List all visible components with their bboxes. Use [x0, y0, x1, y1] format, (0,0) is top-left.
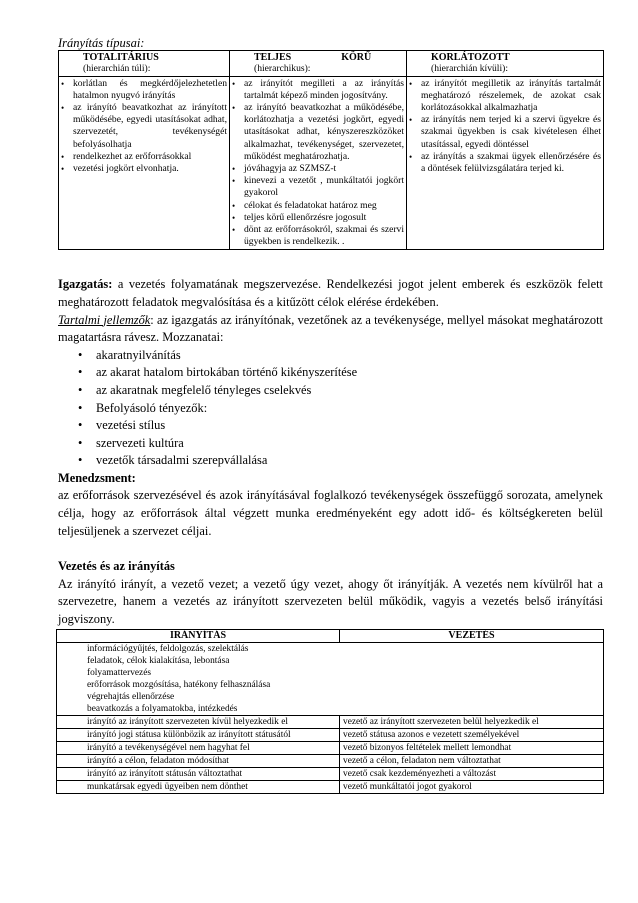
- list-item: • az irányítót megilleti a az irányítás tartalmát képező minden jogosítvány.: [232, 77, 404, 101]
- bullet-icon: •: [409, 78, 413, 89]
- igazgatas-definition: a vezetés folyamatának megszervezése. Rendelkezési jogot jelent emberek és eszközök felett meghatározott feladatok megvalósítása és a kitűzött célok elérése érdekében.: [58, 277, 603, 309]
- bullet-icon: •: [232, 224, 236, 235]
- bullet-icon: •: [78, 365, 83, 380]
- list-item: • az irányítót megilletik az irányítás tartalmát meghatározó részelemek, de azokat csak korlátozásokkal alkalmazhatja: [409, 77, 601, 113]
- igazgatas-paragraph: [58, 276, 603, 311]
- totalitarius-cell: [59, 76, 230, 250]
- section-heading: Irányítás típusai:: [58, 36, 145, 50]
- list-item: • vezetési jogkört elvonhatja.: [61, 162, 179, 174]
- list-item: • kinevezi a vezetőt , munkáltatói jogkört gyakorol: [232, 175, 404, 199]
- iranyitas-cell: irányító az irányított szervezeten kívül helyezkedik el: [57, 715, 340, 728]
- list-item: • szervezeti kultúra: [58, 435, 603, 453]
- vezetes-cell: vezető bizonyos feltételek mellett lemondhat: [340, 741, 604, 754]
- bullet-icon: •: [61, 102, 65, 113]
- tartalmi-label: Tartalmi jellemzők: [58, 312, 151, 327]
- list-item: • az akaratnak megfelelő tényleges cselekvés: [58, 382, 603, 400]
- igazgatas-term: Igazgatás:: [58, 277, 113, 292]
- bullet-icon: •: [78, 347, 83, 362]
- bullet-icon: •: [409, 115, 413, 126]
- bullet-icon: •: [232, 163, 236, 174]
- shared-line: végrehajtás ellenőrzése: [87, 691, 175, 702]
- shared-line: feladatok, célok kialakítása, lebontása: [87, 655, 230, 666]
- table-row: [57, 767, 604, 780]
- list-item: • az akarat hatalom birtokában történő kikényszerítése: [58, 364, 603, 382]
- table-row: [57, 754, 604, 767]
- bullet-icon: •: [232, 200, 236, 211]
- list-item: • akaratnyilvánítás: [58, 347, 603, 365]
- iranyitas-cell: munkatársak egyedi ügyeiben nem dönthet: [57, 780, 340, 793]
- bullet-icon: •: [61, 78, 65, 89]
- shared-line: beavatkozás a folyamatokba, intézkedés: [87, 703, 238, 714]
- bullet-icon: •: [78, 435, 83, 450]
- bullet-icon: •: [78, 400, 83, 415]
- list-item: • az irányítás nem terjed ki a szervi ügyekre és szakmai ügyekben is csak kivételesen élhet utasítással, egyedi döntéssel: [409, 114, 601, 150]
- comparison-table: [56, 629, 604, 794]
- list-item: • az irányítás a szakmai ügyek ellenőrzésére és a döntések felülvizsgálatára terjed ki.: [409, 150, 601, 174]
- list-item: • vezetők társadalmi szerepvállalása: [58, 452, 603, 470]
- list-item: • vezetési stílus: [58, 417, 603, 435]
- menedzsment-title: Menedzsment:: [58, 470, 136, 485]
- iranyitas-cell: irányító jogi státusa különbözik az irányított státusától: [57, 728, 340, 741]
- iranyitas-cell: irányító az irányított státusán változtathat: [57, 767, 340, 780]
- iranyitas-cell: irányító a célon, feladaton módosíthat: [57, 754, 340, 767]
- column-header-vezetes: VEZETÉS: [340, 629, 604, 642]
- bullet-icon: •: [232, 102, 236, 113]
- vezetes-cell: vezető csak kezdeményezheti a változást: [340, 767, 604, 780]
- control-types-table: [58, 50, 604, 250]
- shared-line: folyamattervezés: [87, 667, 152, 678]
- bullet-icon: •: [232, 212, 236, 223]
- bullet-icon: •: [409, 151, 413, 162]
- column-header-iranyitas: IRÁNYÍTÁS: [57, 629, 340, 642]
- vezetes-cell: vezető az irányított szervezeten belül helyezkedik el: [340, 715, 604, 728]
- table-row: [57, 715, 604, 728]
- list-item: • jóváhagyja az SZMSZ-t: [232, 162, 337, 174]
- tartalmi-paragraph: [58, 312, 603, 347]
- menedzsment-text: az erőforrások szervezésével és azok irányításával foglalkozó tevékenységek összefüggő sorozata, amelynek célja, hogy az erőforrások által végzett munka eredményeként egy adott idő- és költségkereten belül teljesüljenek a szervezet céljai.: [58, 488, 603, 538]
- bullet-icon: •: [78, 453, 83, 468]
- list-item: • dönt az erőforrásokról, szakmai és szervi ügyekben is rendelkezik. .: [232, 223, 404, 248]
- bullet-icon: •: [232, 78, 236, 89]
- table-row: [57, 741, 604, 754]
- document-page: [58, 36, 603, 794]
- table-row: [57, 780, 604, 793]
- column-header-teljes: TELJES KÖRŰ (hierarchikus):: [230, 51, 407, 77]
- list-item: • az irányító beavatkozhat a működésébe, korlátozhatja a vezetési jogkört, egyedi utasításokat adhat, kényszereszközöket alkalmazhat, tevékenységet, szervezetet, működést meghatározhatja.: [232, 101, 404, 162]
- vezetes-cell: vezető munkáltatói jogot gyakorol: [340, 780, 604, 793]
- bullet-icon: •: [61, 163, 65, 174]
- vezetes-cell: vezető státusa azonos e vezetett személyekével: [340, 728, 604, 741]
- shared-functions-cell: [57, 642, 604, 715]
- vezetes-text: Az irányító irányít, a vezető vezet; a vezető úgy vezet, ahogy őt irányítják. A vezetés nem kívülről hat a szervezetre, hanem a vezetés az irányított szervezeten belül működik, vagyis a vezetés belső irányítási jogviszony.: [58, 576, 603, 627]
- shared-line: információgyűjtés, feldolgozás, szelektálás: [87, 643, 249, 654]
- bullet-icon: •: [61, 151, 65, 162]
- list-item: • rendelkezhet az erőforrásokkal: [61, 150, 192, 162]
- bullet-icon: •: [78, 418, 83, 433]
- teljes-cell: [230, 76, 407, 250]
- iranyitas-cell: irányító a tevékenységével nem hagyhat fel: [57, 741, 340, 754]
- column-header-korlatozott: KORLÁTOZOTT (hierarchián kívüli):: [407, 51, 604, 77]
- korlatozott-cell: [407, 76, 604, 250]
- shared-line: erőforrások mozgósítása, hatékony felhasználása: [87, 679, 271, 690]
- table-row: [57, 728, 604, 741]
- bullet-icon: •: [78, 382, 83, 397]
- vezetes-cell: vezető a célon, feladaton nem változtathat: [340, 754, 604, 767]
- list-item: • korlátlan és megkérdőjelezhetetlen hatalmon nyugvó irányítás: [61, 77, 227, 101]
- mozzanatok-list: [58, 347, 603, 470]
- column-header-totalitarius: TOTALITÁRIUS (hierarchián túli):: [59, 51, 230, 77]
- vezetes-title: Vezetés és az irányítás: [58, 559, 175, 574]
- list-item: • teljes körű ellenőrzésre jogosult: [232, 211, 367, 223]
- bullet-icon: •: [232, 176, 236, 187]
- list-item: • Befolyásoló tényezők:: [58, 400, 603, 418]
- list-item: • az irányító beavatkozhat az irányított működésébe, egyedi utasításokat adhat, szervezetét, tevékenységét befolyásolhatja: [61, 101, 227, 150]
- tartalmi-text: : az igazgatás az irányítónak, vezetőnek az a tevékenysége, mellyel másokat meghatározott magatartásra rávesz. Mozzanatai:: [58, 312, 603, 345]
- list-item: • célokat és feladatokat határoz meg: [232, 199, 377, 211]
